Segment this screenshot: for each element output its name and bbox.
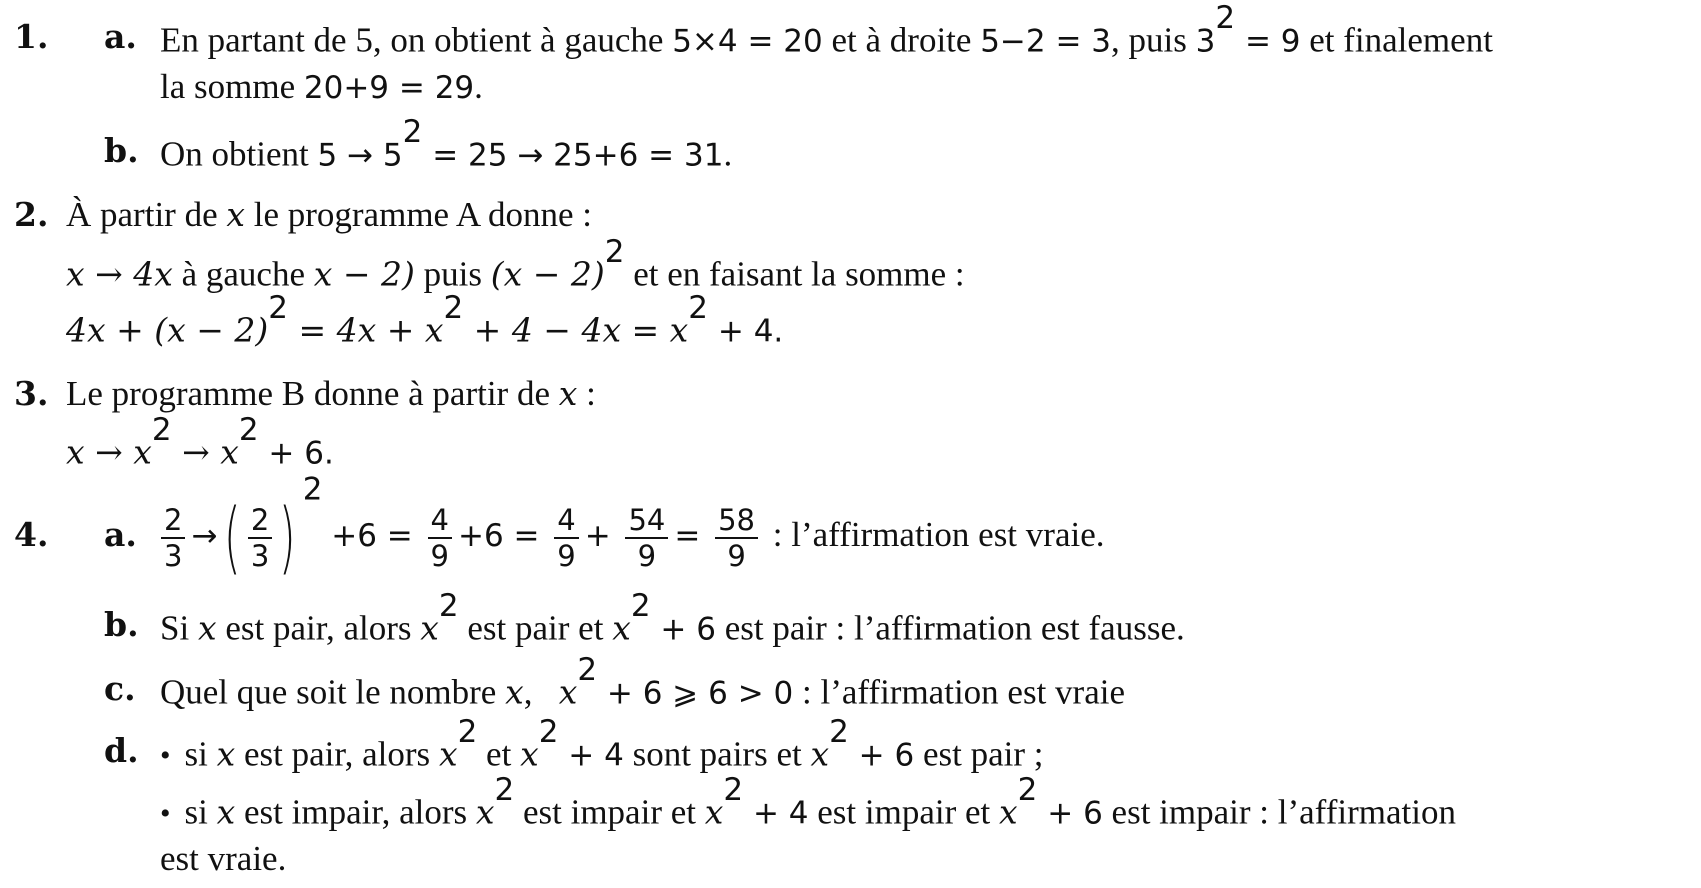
q3-number: 3. — [14, 374, 49, 413]
q4b-label: b. — [104, 605, 139, 644]
q4c-line: Quel que soit le nombre x, $x^2 + 6$ ⩾ 6 > 0 : l’affirmation est vraie — [160, 652, 1125, 712]
q1a-line2: la somme 20+9 = 29. — [160, 67, 483, 106]
q3-line2: $x \to x^2 \to x^2 + 6$. — [66, 412, 334, 472]
q2-line2: x → 4x à gauche x − 2) puis $(x - 2)^2$ et en faisant la somme : — [66, 234, 965, 294]
q3-line1: Le programme B donne à partir de x : — [66, 374, 596, 413]
q2-line1: À partir de x le programme A donne : — [66, 195, 592, 234]
q4c-label: c. — [104, 669, 136, 708]
q4d-label: d. — [104, 731, 139, 770]
q1a-line1: En partant de 5, on obtient à gauche 5×4 = 20 et à droite 5−2 = 3, puis $3^2 = 9$ et finalement — [160, 0, 1493, 60]
bullet-icon: • — [160, 739, 171, 773]
q1b-label: b. — [104, 131, 139, 170]
q4-number: 4. — [14, 515, 49, 554]
q2-line3: $4x + (x - 2)^2 = 4x + x^2 + 4 - 4x = x^2 + 4$. — [66, 290, 784, 350]
bullet-icon: • — [160, 797, 171, 831]
q4a-label: a. — [104, 515, 137, 554]
fraction-4-9: $\frac{4}{9}$ — [428, 503, 452, 573]
fraction-4-9-b: $\frac{4}{9}$ — [554, 503, 578, 573]
q4a-equation: $\frac{2}{3}$ →( $\frac{2}{3}$ )$^2$ +6 = $\frac{4}{9}$ +6 = $\frac{4}{9}$ + $\frac{54}{9}$ = $\frac{58}{9}$ : l’affirmation est vraie. — [155, 487, 1104, 584]
q4b-line: Si x est pair, alors $x^2$ est pair et $x^2 + 6$ est pair : l’affirmation est fausse. — [160, 588, 1185, 648]
fraction-2-3-squared: $\frac{2}{3}$ — [248, 503, 272, 573]
fraction-58-9: $\frac{58}{9}$ — [715, 503, 758, 573]
q1b-line: On obtient $5 \to 5^2 = 25 \to 25+6 = 31$. — [160, 114, 733, 174]
q4d-line2: • si x est impair, alors $x^2$ est impair et $x^2 + 4$ est impair et $x^2 + 6$ est impair : l’affirmation — [160, 772, 1456, 832]
q4d-line3: est vraie. — [160, 839, 287, 878]
fraction-2-3: $\frac{2}{3}$ — [161, 503, 185, 573]
q1-number: 1. — [14, 17, 49, 56]
fraction-54-9: $\frac{54}{9}$ — [625, 503, 668, 573]
q2-number: 2. — [14, 195, 49, 234]
q4d-line1: • si x est pair, alors $x^2$ et $x^2 + 4$ sont pairs et $x^2 + 6$ est pair ; — [160, 714, 1044, 774]
q1a-label: a. — [104, 17, 137, 56]
